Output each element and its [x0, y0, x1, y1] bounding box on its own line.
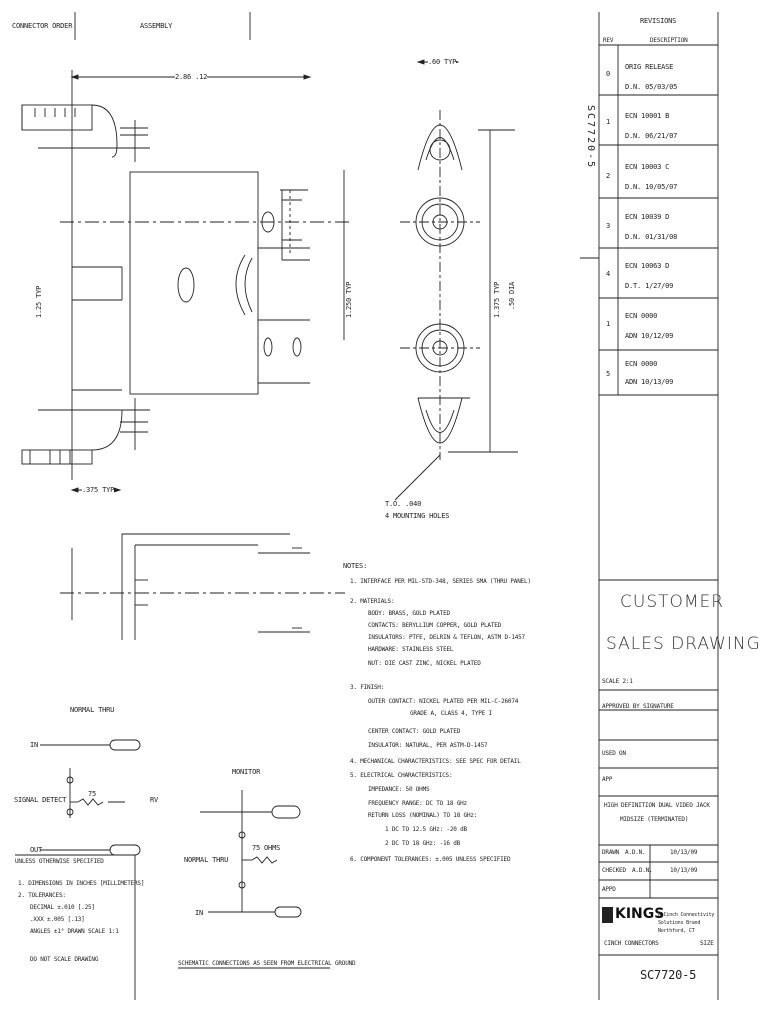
note-line: 3. FINISH: [350, 684, 385, 691]
title-drawn-value: A.D.N. [625, 849, 646, 856]
note-line: 5. ELECTRICAL CHARACTERISTICS: [350, 772, 453, 779]
note-line: NUT: DIE CAST ZINC, NICKEL PLATED [368, 660, 481, 667]
note-line: 2 DC TO 18 GHz: -16 dB [385, 840, 461, 847]
schematic-out-label: OUT [30, 846, 43, 854]
title-used-on: USED ON [602, 750, 626, 757]
schematic-ohms-label: 75 OHMS [252, 844, 281, 852]
rev-desc-1: ECN 10063 D [625, 262, 670, 270]
dim-pin-spacing: .375 TYP [82, 486, 115, 494]
title-desc-1: HIGH DEFINITION DUAL VIDEO JACK [604, 802, 710, 809]
rev-desc-2: ADN 10/13/09 [625, 378, 674, 386]
notes-title: NOTES: [343, 562, 368, 570]
rev-desc-1: ECN 0000 [625, 360, 658, 368]
note-line: 1 DC TO 12.5 GHz: -20 dB [385, 826, 467, 833]
company-address-3: Northford, CT [658, 928, 695, 934]
note-line: INSULATORS: PTFE, DELRIN & TEFLON, ASTM D-1457 [368, 634, 525, 641]
rev-desc-1: ECN 0000 [625, 312, 658, 320]
company-subtitle: CINCH CONNECTORS [604, 940, 659, 947]
rev-desc-2: D.N. 10/05/07 [625, 183, 678, 191]
rev-desc-1: ECN 10039 D [625, 213, 670, 221]
dim-panel-height: 1.375 TYP [493, 281, 501, 318]
legend-line: .XXX ±.005 [.13] [30, 916, 85, 923]
rev-desc-2: D.T. 1/27/09 [625, 282, 674, 290]
title-checked-label: CHECKED [602, 867, 626, 874]
title-drawn-label: DRAWN [602, 849, 620, 856]
note-line: 4. MECHANICAL CHARACTERISTICS: SEE SPEC FOR DETAIL [350, 758, 521, 765]
note-line: HARDWARE: STAINLESS STEEL [368, 646, 454, 653]
title-app: APP [602, 776, 613, 783]
legend-line: ANGLES ±1° DRAWN SCALE 1:1 [30, 928, 119, 935]
company-logo: KINGS [615, 906, 665, 922]
legend-title: UNLESS OTHERWISE SPECIFIED [15, 858, 104, 865]
title-approvals: APPROVED BY SIGNATURE [602, 703, 674, 710]
title-desc-2: MIDSIZE (TERMINATED) [620, 816, 689, 823]
note-line: 6. COMPONENT TOLERANCES: ±.005 UNLESS SPECIFIED [350, 856, 511, 863]
rev-num: 1 [606, 320, 611, 328]
header-label-left: CONNECTOR ORDER [12, 22, 73, 30]
schematic-in-label: IN [30, 741, 39, 749]
note-line: CENTER CONTACT: GOLD PLATED [368, 728, 461, 735]
note-line: 1. INTERFACE PER MIL-STD-348, SERIES SMA (THRU PANEL) [350, 578, 531, 585]
rev-num: 0 [606, 70, 611, 78]
title-checked-value: A.D.N. [632, 867, 653, 874]
note-line: 2. MATERIALS: [350, 598, 395, 605]
schematic-sigdet-label: SIGNAL DETECT [14, 796, 67, 804]
dim-top-length: 2.86 .12 [175, 73, 208, 81]
title-scale: SCALE 2:1 [602, 678, 633, 685]
title-sales-drawing: SALES DRAWING [606, 634, 761, 654]
legend-line: 2. TOLERANCES: [18, 892, 66, 899]
note-line: IMPEDANCE: 50 OHMS [368, 786, 430, 793]
header-label-mid: ASSEMBLY [140, 22, 173, 30]
note-line: RETURN LOSS (NOMINAL) TO 18 GHz: [368, 812, 478, 819]
legend-line: DECIMAL ±.010 [.25] [30, 904, 95, 911]
rev-num: 5 [606, 370, 611, 378]
drawing-number: SC7720-5 [640, 968, 697, 982]
note-line: OUTER CONTACT: NICKEL PLATED PER MIL-C-26074 [368, 698, 519, 705]
dim-top-width: .60 TYP [428, 58, 457, 66]
schematic-normal-title: NORMAL THRU [70, 706, 115, 714]
note-line: CONTACTS: BERYLLIUM COPPER, GOLD PLATED [368, 622, 502, 629]
revisions-col-desc: DESCRIPTION [650, 37, 688, 44]
note-line: GRADE A, CLASS 4, TYPE I [410, 710, 492, 717]
dim-body-height: 1.25 TYP [35, 285, 43, 318]
rev-desc-2: D.N. 01/31/08 [625, 233, 678, 241]
schematic-monitor-label: NORMAL THRU [184, 856, 229, 864]
schematic-r-label: 75 [88, 790, 97, 798]
rev-desc-2: ADN 10/12/09 [625, 332, 674, 340]
note-line: INSULATOR: NATURAL, PER ASTM-D-1457 [368, 742, 488, 749]
schematic-rv-label: RV [150, 796, 159, 804]
schematic-in-label-2: IN [195, 909, 204, 917]
note-line: FREQUENCY RANGE: DC TO 18 GHz [368, 800, 467, 807]
revisions-col-rev: REV [603, 37, 614, 44]
note-line: BODY: BRASS, GOLD PLATED [368, 610, 450, 617]
rev-num: 4 [606, 270, 611, 278]
company-address-1: A Cinch Connectivity [658, 912, 715, 918]
legend-line: 1. DIMENSIONS IN INCHES [MILLIMETERS] [18, 880, 145, 887]
title-drawn-date: 10/13/09 [670, 849, 698, 856]
revisions-title: REVISIONS [640, 17, 677, 25]
rev-desc-1: ORIG RELEASE [625, 63, 674, 71]
callout-mounting-holes: 4 MOUNTING HOLES [385, 512, 450, 520]
title-appd-label: APPD [602, 886, 616, 893]
dim-flange-height: 1.250 TYP [345, 281, 353, 318]
callout-hole: T.O. .040 [385, 500, 422, 508]
title-customer: CUSTOMER [620, 592, 725, 612]
legend-line: DO NOT SCALE DRAWING [30, 956, 99, 963]
part-number-vertical: SC7720-5 [585, 105, 596, 170]
rev-desc-2: D.N. 05/03/05 [625, 83, 678, 91]
schematic-monitor-title: MONITOR [232, 768, 261, 776]
title-checked-date: 10/13/09 [670, 867, 698, 874]
company-address-2: Solutions Brand [658, 920, 701, 926]
rev-num: 1 [606, 118, 611, 126]
legend-footnote: SCHEMATIC CONNECTIONS AS SEEN FROM ELECTRICAL GROUND [178, 960, 356, 967]
rev-desc-1: ECN 10001 B [625, 112, 670, 120]
rev-num: 3 [606, 222, 611, 230]
rev-desc-2: D.N. 06/21/07 [625, 132, 678, 140]
dim-dia: .50 DIA [508, 281, 516, 310]
rev-num: 2 [606, 172, 611, 180]
rev-desc-1: ECN 10003 C [625, 163, 670, 171]
title-size: SIZE [700, 940, 714, 947]
